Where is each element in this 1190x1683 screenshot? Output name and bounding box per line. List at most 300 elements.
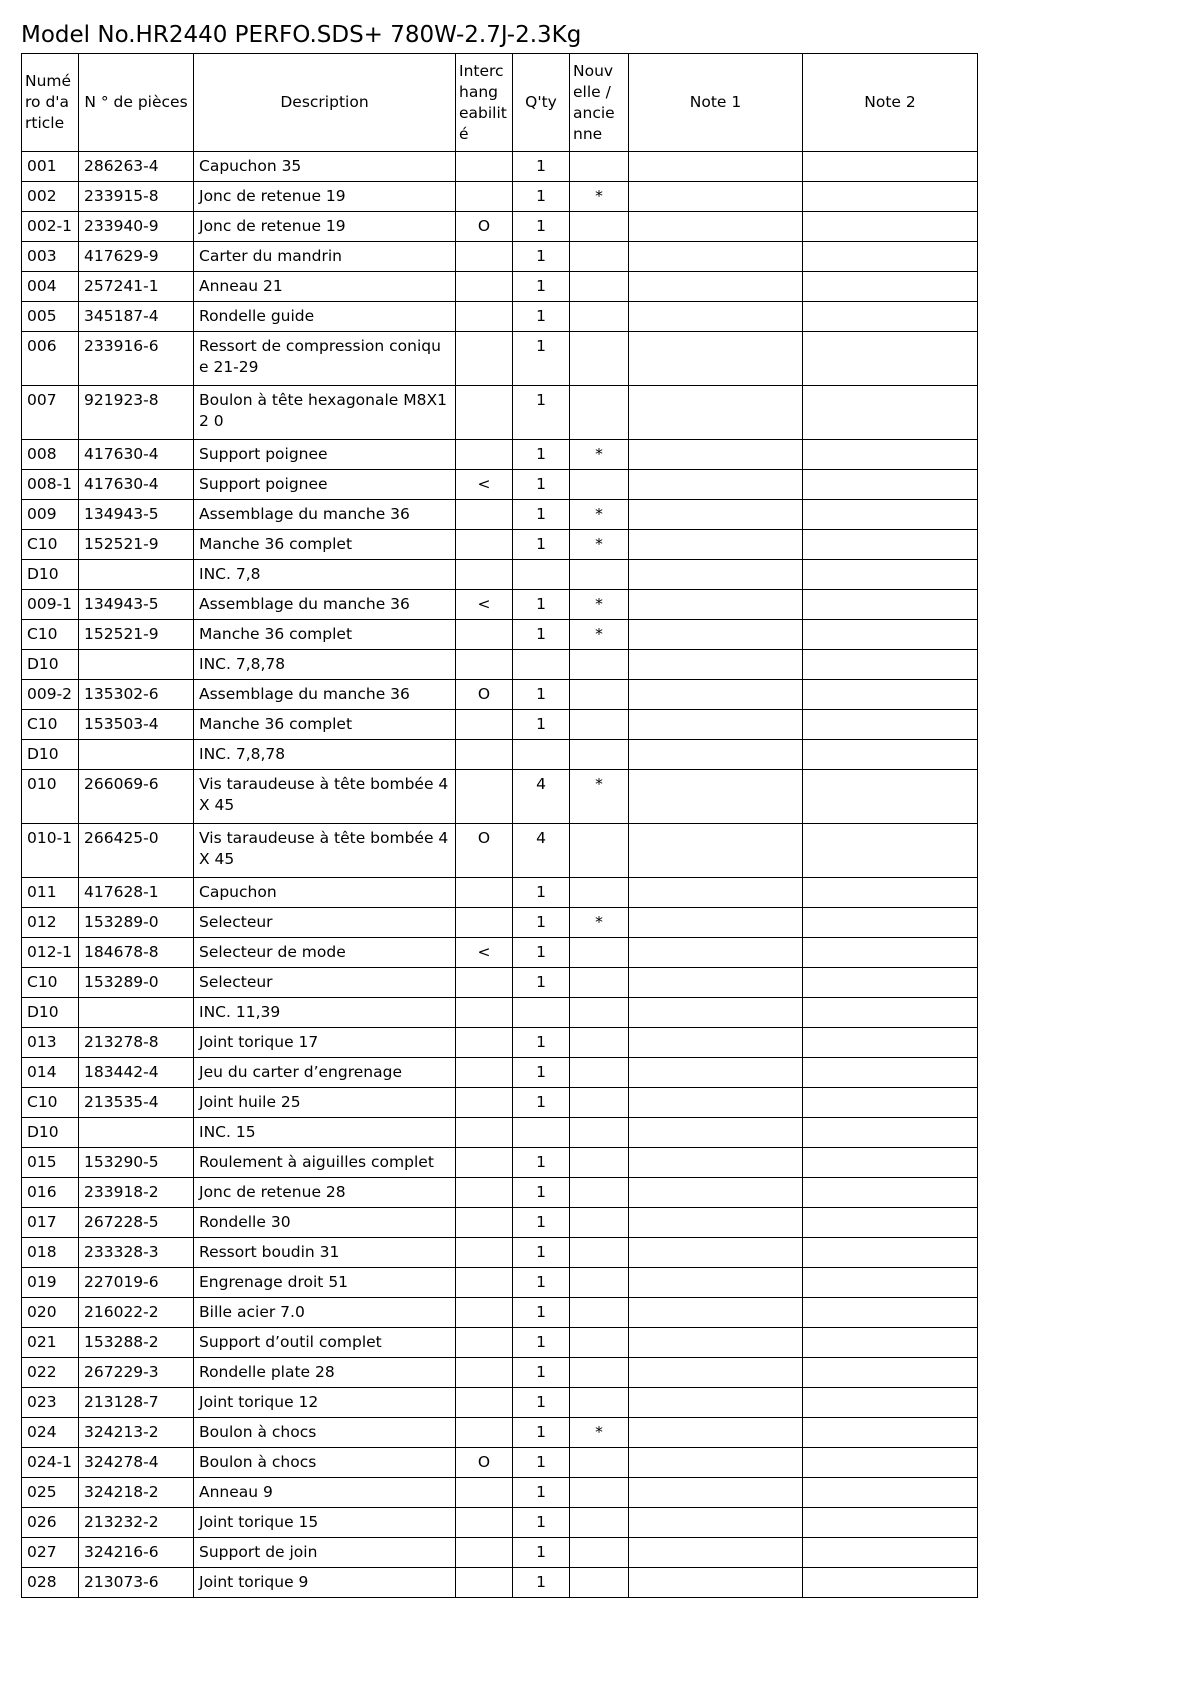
note-2-cell [803, 620, 978, 650]
item-number-cell: 005 [22, 302, 79, 332]
item-number-cell: 010-1 [22, 824, 79, 878]
item-number-cell: 009-2 [22, 680, 79, 710]
item-number-cell: D10 [22, 998, 79, 1028]
new-old-cell: * [570, 530, 629, 560]
item-number-cell: 013 [22, 1028, 79, 1058]
table-row [22, 1058, 978, 1088]
interchangeability-cell [456, 998, 513, 1028]
new-old-cell: * [570, 182, 629, 212]
interchangeability-cell [456, 1088, 513, 1118]
note-1-cell [629, 332, 803, 386]
quantity-cell: 1 [513, 1538, 570, 1568]
quantity-cell: 4 [513, 824, 570, 878]
interchangeability-cell: < [456, 590, 513, 620]
quantity-cell: 4 [513, 770, 570, 824]
new-old-cell [570, 998, 629, 1028]
interchangeability-cell [456, 182, 513, 212]
new-old-cell [570, 272, 629, 302]
new-old-cell [570, 650, 629, 680]
note-1-cell [629, 1328, 803, 1358]
table-row [22, 1508, 978, 1538]
table-row [22, 440, 978, 470]
interchangeability-cell [456, 1208, 513, 1238]
quantity-cell: 1 [513, 1238, 570, 1268]
interchangeability-cell: O [456, 824, 513, 878]
interchangeability-cell: O [456, 680, 513, 710]
note-1-cell [629, 620, 803, 650]
header-description: Description [194, 54, 456, 152]
quantity-cell: 1 [513, 1568, 570, 1598]
note-2-cell [803, 1568, 978, 1598]
part-number-cell: 184678-8 [79, 938, 194, 968]
new-old-cell [570, 152, 629, 182]
table-row [22, 332, 978, 386]
note-1-cell [629, 908, 803, 938]
note-1-cell [629, 1508, 803, 1538]
part-number-cell: 213278-8 [79, 1028, 194, 1058]
header-new-old: Nouv elle / ancie nne [570, 54, 629, 152]
new-old-cell [570, 1208, 629, 1238]
description-cell: Engrenage droit 51 [194, 1268, 456, 1298]
new-old-cell [570, 1538, 629, 1568]
new-old-cell [570, 1298, 629, 1328]
interchangeability-cell [456, 1178, 513, 1208]
description-cell: Roulement à aiguilles complet [194, 1148, 456, 1178]
table-row [22, 620, 978, 650]
quantity-cell [513, 1118, 570, 1148]
new-old-cell: * [570, 770, 629, 824]
new-old-cell [570, 824, 629, 878]
note-2-cell [803, 1298, 978, 1328]
note-2-cell [803, 824, 978, 878]
header-quantity: Q'ty [513, 54, 570, 152]
table-row [22, 650, 978, 680]
description-cell: Support poignee [194, 440, 456, 470]
note-2-cell [803, 1478, 978, 1508]
interchangeability-cell [456, 1508, 513, 1538]
note-2-cell [803, 212, 978, 242]
interchangeability-cell [456, 332, 513, 386]
interchangeability-cell [456, 152, 513, 182]
note-2-cell [803, 680, 978, 710]
part-number-cell: 153289-0 [79, 968, 194, 998]
note-2-cell [803, 182, 978, 212]
quantity-cell [513, 998, 570, 1028]
item-number-cell: 002 [22, 182, 79, 212]
note-1-cell [629, 824, 803, 878]
part-number-cell: 233916-6 [79, 332, 194, 386]
item-number-cell: 003 [22, 242, 79, 272]
new-old-cell: * [570, 440, 629, 470]
description-cell: Selecteur [194, 908, 456, 938]
new-old-cell [570, 1178, 629, 1208]
item-number-cell: 019 [22, 1268, 79, 1298]
quantity-cell: 1 [513, 1358, 570, 1388]
note-1-cell [629, 938, 803, 968]
description-cell: Anneau 21 [194, 272, 456, 302]
note-2-cell [803, 1328, 978, 1358]
note-1-cell [629, 650, 803, 680]
part-number-cell: 266069-6 [79, 770, 194, 824]
part-number-cell: 267228-5 [79, 1208, 194, 1238]
interchangeability-cell [456, 968, 513, 998]
item-number-cell: 009-1 [22, 590, 79, 620]
item-number-cell: 025 [22, 1478, 79, 1508]
new-old-cell [570, 1268, 629, 1298]
description-cell: Selecteur [194, 968, 456, 998]
interchangeability-cell: < [456, 470, 513, 500]
interchangeability-cell [456, 1268, 513, 1298]
part-number-cell: 213535-4 [79, 1088, 194, 1118]
interchangeability-cell: < [456, 938, 513, 968]
part-number-cell: 417630-4 [79, 470, 194, 500]
quantity-cell: 1 [513, 968, 570, 998]
part-number-cell [79, 740, 194, 770]
note-1-cell [629, 1148, 803, 1178]
interchangeability-cell [456, 1028, 513, 1058]
part-number-cell: 345187-4 [79, 302, 194, 332]
new-old-cell: * [570, 908, 629, 938]
description-cell: Assemblage du manche 36 [194, 500, 456, 530]
table-row [22, 710, 978, 740]
part-number-cell: 153289-0 [79, 908, 194, 938]
interchangeability-cell [456, 242, 513, 272]
table-row [22, 530, 978, 560]
note-1-cell [629, 680, 803, 710]
description-cell: Joint torique 15 [194, 1508, 456, 1538]
note-2-cell [803, 470, 978, 500]
description-cell: Joint torique 12 [194, 1388, 456, 1418]
table-row [22, 1238, 978, 1268]
interchangeability-cell [456, 440, 513, 470]
interchangeability-cell [456, 1118, 513, 1148]
description-cell: Assemblage du manche 36 [194, 680, 456, 710]
note-2-cell [803, 740, 978, 770]
table-row [22, 242, 978, 272]
note-1-cell [629, 386, 803, 440]
quantity-cell: 1 [513, 500, 570, 530]
new-old-cell [570, 938, 629, 968]
description-cell: INC. 7,8,78 [194, 740, 456, 770]
table-row [22, 1388, 978, 1418]
note-2-cell [803, 1508, 978, 1538]
table-row [22, 680, 978, 710]
description-cell: Rondelle guide [194, 302, 456, 332]
part-number-cell: 213232-2 [79, 1508, 194, 1538]
description-cell: Boulon à chocs [194, 1448, 456, 1478]
note-2-cell [803, 1148, 978, 1178]
description-cell: Assemblage du manche 36 [194, 590, 456, 620]
note-2-cell [803, 650, 978, 680]
note-2-cell [803, 590, 978, 620]
note-1-cell [629, 1268, 803, 1298]
table-row [22, 1028, 978, 1058]
quantity-cell: 1 [513, 680, 570, 710]
quantity-cell: 1 [513, 1088, 570, 1118]
part-number-cell: 152521-9 [79, 620, 194, 650]
table-row [22, 1328, 978, 1358]
description-cell: Jonc de retenue 19 [194, 182, 456, 212]
item-number-cell: 014 [22, 1058, 79, 1088]
part-number-cell: 233918-2 [79, 1178, 194, 1208]
part-number-cell: 153290-5 [79, 1148, 194, 1178]
table-row [22, 908, 978, 938]
item-number-cell: 007 [22, 386, 79, 440]
note-2-cell [803, 1388, 978, 1418]
part-number-cell: 417629-9 [79, 242, 194, 272]
quantity-cell: 1 [513, 938, 570, 968]
new-old-cell [570, 242, 629, 272]
table-row [22, 998, 978, 1028]
item-number-cell: 001 [22, 152, 79, 182]
quantity-cell: 1 [513, 1298, 570, 1328]
interchangeability-cell [456, 908, 513, 938]
note-1-cell [629, 242, 803, 272]
quantity-cell: 1 [513, 620, 570, 650]
quantity-cell: 1 [513, 332, 570, 386]
quantity-cell: 1 [513, 1028, 570, 1058]
part-number-cell: 324278-4 [79, 1448, 194, 1478]
new-old-cell [570, 386, 629, 440]
item-number-cell: 028 [22, 1568, 79, 1598]
note-1-cell [629, 998, 803, 1028]
item-number-cell: C10 [22, 968, 79, 998]
quantity-cell: 1 [513, 1388, 570, 1418]
interchangeability-cell: O [456, 1448, 513, 1478]
quantity-cell: 1 [513, 1148, 570, 1178]
note-1-cell [629, 1298, 803, 1328]
note-2-cell [803, 878, 978, 908]
table-row [22, 212, 978, 242]
note-1-cell [629, 212, 803, 242]
table-row [22, 1208, 978, 1238]
interchangeability-cell [456, 500, 513, 530]
description-cell: Rondelle 30 [194, 1208, 456, 1238]
part-number-cell: 153503-4 [79, 710, 194, 740]
new-old-cell [570, 332, 629, 386]
item-number-cell: 009 [22, 500, 79, 530]
description-cell: Ressort de compression conique 21-29 [194, 332, 456, 386]
interchangeability-cell [456, 1568, 513, 1598]
new-old-cell [570, 470, 629, 500]
interchangeability-cell [456, 386, 513, 440]
part-number-cell: 152521-9 [79, 530, 194, 560]
item-number-cell: 012 [22, 908, 79, 938]
quantity-cell: 1 [513, 530, 570, 560]
table-row [22, 1448, 978, 1478]
note-1-cell [629, 272, 803, 302]
part-number-cell: 266425-0 [79, 824, 194, 878]
new-old-cell [570, 1478, 629, 1508]
note-1-cell [629, 1448, 803, 1478]
item-number-cell: 008 [22, 440, 79, 470]
description-cell: Support de join [194, 1538, 456, 1568]
item-number-cell: C10 [22, 710, 79, 740]
description-cell: Anneau 9 [194, 1478, 456, 1508]
note-1-cell [629, 1358, 803, 1388]
note-2-cell [803, 1178, 978, 1208]
table-row [22, 740, 978, 770]
table-row [22, 152, 978, 182]
description-cell: INC. 7,8,78 [194, 650, 456, 680]
interchangeability-cell [456, 1358, 513, 1388]
new-old-cell [570, 1448, 629, 1478]
note-1-cell [629, 740, 803, 770]
note-2-cell [803, 938, 978, 968]
part-number-cell: 324218-2 [79, 1478, 194, 1508]
quantity-cell: 1 [513, 1418, 570, 1448]
item-number-cell: 008-1 [22, 470, 79, 500]
note-1-cell [629, 500, 803, 530]
description-cell: Joint torique 9 [194, 1568, 456, 1598]
part-number-cell [79, 998, 194, 1028]
note-2-cell [803, 386, 978, 440]
quantity-cell: 1 [513, 242, 570, 272]
item-number-cell: D10 [22, 650, 79, 680]
note-1-cell [629, 1478, 803, 1508]
part-number-cell: 134943-5 [79, 590, 194, 620]
table-row [22, 1088, 978, 1118]
item-number-cell: 020 [22, 1298, 79, 1328]
item-number-cell: 012-1 [22, 938, 79, 968]
description-cell: Bille acier 7.0 [194, 1298, 456, 1328]
quantity-cell: 1 [513, 386, 570, 440]
item-number-cell: 016 [22, 1178, 79, 1208]
new-old-cell [570, 878, 629, 908]
note-2-cell [803, 272, 978, 302]
note-2-cell [803, 242, 978, 272]
interchangeability-cell [456, 1298, 513, 1328]
description-cell: Boulon à tête hexagonale M8X12 0 [194, 386, 456, 440]
interchangeability-cell [456, 1238, 513, 1268]
part-number-cell: 135302-6 [79, 680, 194, 710]
table-row [22, 1418, 978, 1448]
part-number-cell: 183442-4 [79, 1058, 194, 1088]
note-2-cell [803, 770, 978, 824]
new-old-cell [570, 1028, 629, 1058]
item-number-cell: 026 [22, 1508, 79, 1538]
item-number-cell: 011 [22, 878, 79, 908]
table-row [22, 560, 978, 590]
quantity-cell: 1 [513, 878, 570, 908]
description-cell: Jonc de retenue 28 [194, 1178, 456, 1208]
new-old-cell [570, 560, 629, 590]
quantity-cell: 1 [513, 182, 570, 212]
item-number-cell: C10 [22, 620, 79, 650]
note-1-cell [629, 1538, 803, 1568]
part-number-cell: 324213-2 [79, 1418, 194, 1448]
note-2-cell [803, 560, 978, 590]
part-number-cell: 417630-4 [79, 440, 194, 470]
part-number-cell [79, 560, 194, 590]
item-number-cell: 015 [22, 1148, 79, 1178]
interchangeability-cell [456, 302, 513, 332]
note-1-cell [629, 1208, 803, 1238]
new-old-cell [570, 968, 629, 998]
description-cell: Joint huile 25 [194, 1088, 456, 1118]
note-2-cell [803, 1268, 978, 1298]
interchangeability-cell [456, 530, 513, 560]
part-number-cell: 233940-9 [79, 212, 194, 242]
quantity-cell: 1 [513, 152, 570, 182]
table-row [22, 1118, 978, 1148]
description-cell: INC. 15 [194, 1118, 456, 1148]
interchangeability-cell [456, 1388, 513, 1418]
quantity-cell: 1 [513, 1178, 570, 1208]
interchangeability-cell [456, 1058, 513, 1088]
table-row [22, 182, 978, 212]
interchangeability-cell [456, 272, 513, 302]
new-old-cell: * [570, 620, 629, 650]
table-row [22, 1268, 978, 1298]
description-cell: Capuchon [194, 878, 456, 908]
table-row [22, 302, 978, 332]
note-2-cell [803, 500, 978, 530]
quantity-cell: 1 [513, 908, 570, 938]
item-number-cell: 024-1 [22, 1448, 79, 1478]
interchangeability-cell [456, 620, 513, 650]
note-2-cell [803, 1028, 978, 1058]
quantity-cell: 1 [513, 1508, 570, 1538]
header-part-number: N ° de pièces [79, 54, 194, 152]
item-number-cell: C10 [22, 530, 79, 560]
header-interchangeability: Interc hang eabilit é [456, 54, 513, 152]
part-number-cell: 213128-7 [79, 1388, 194, 1418]
note-2-cell [803, 440, 978, 470]
table-row [22, 386, 978, 440]
note-1-cell [629, 182, 803, 212]
new-old-cell [570, 1148, 629, 1178]
part-number-cell: 921923-8 [79, 386, 194, 440]
note-1-cell [629, 1028, 803, 1058]
table-row [22, 824, 978, 878]
description-cell: Manche 36 complet [194, 530, 456, 560]
interchangeability-cell [456, 650, 513, 680]
note-2-cell [803, 908, 978, 938]
table-row [22, 1538, 978, 1568]
table-row [22, 1358, 978, 1388]
note-1-cell [629, 530, 803, 560]
note-2-cell [803, 1238, 978, 1268]
note-2-cell [803, 332, 978, 386]
description-cell: Support poignee [194, 470, 456, 500]
quantity-cell [513, 740, 570, 770]
item-number-cell: 010 [22, 770, 79, 824]
note-2-cell [803, 968, 978, 998]
part-number-cell: 153288-2 [79, 1328, 194, 1358]
description-cell: Joint torique 17 [194, 1028, 456, 1058]
note-1-cell [629, 1058, 803, 1088]
note-1-cell [629, 1088, 803, 1118]
description-cell: Selecteur de mode [194, 938, 456, 968]
description-cell: Manche 36 complet [194, 710, 456, 740]
description-cell: Carter du mandrin [194, 242, 456, 272]
new-old-cell [570, 212, 629, 242]
note-2-cell [803, 1088, 978, 1118]
interchangeability-cell [456, 1418, 513, 1448]
description-cell: Ressort boudin 31 [194, 1238, 456, 1268]
description-cell: Vis taraudeuse à tête bombée 4X 45 [194, 770, 456, 824]
header-note-2: Note 2 [803, 54, 978, 152]
part-number-cell: 233328-3 [79, 1238, 194, 1268]
part-number-cell: 257241-1 [79, 272, 194, 302]
note-2-cell [803, 1358, 978, 1388]
note-2-cell [803, 1418, 978, 1448]
parts-table [21, 53, 978, 1598]
interchangeability-cell [456, 560, 513, 590]
header-item-number: Numé ro d'a rticle [22, 54, 79, 152]
quantity-cell: 1 [513, 272, 570, 302]
